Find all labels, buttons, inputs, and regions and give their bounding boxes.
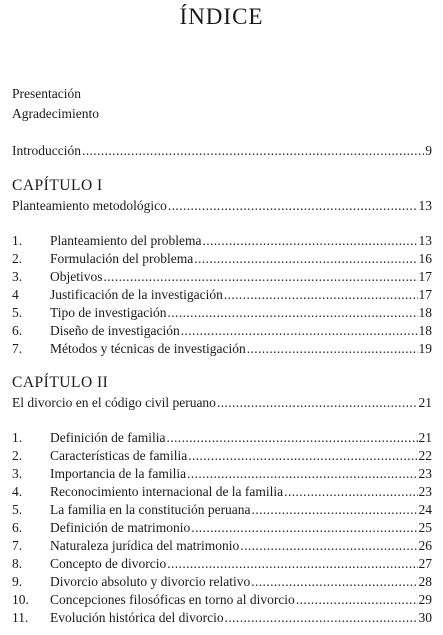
page-title: ÍNDICE xyxy=(179,4,264,29)
entry-number: 3. xyxy=(12,269,23,284)
entry-label: Tipo de investigación xyxy=(50,305,167,320)
entry-label: Definición de familia xyxy=(50,430,166,445)
toc-entry[interactable] xyxy=(12,573,432,591)
toc-entry[interactable] xyxy=(12,501,432,519)
entry-number: 4 xyxy=(12,287,19,302)
entry-label: Métodos y técnicas de investigación xyxy=(50,341,246,356)
front-item-presentacion: Presentación xyxy=(12,86,81,101)
dot-leader xyxy=(224,286,418,304)
toc-entry[interactable] xyxy=(12,286,432,304)
entry-number: 6. xyxy=(12,520,23,535)
toc-entry[interactable] xyxy=(12,555,432,573)
entry-label: Definición de matrimonio xyxy=(50,520,191,535)
toc-entry[interactable] xyxy=(12,268,432,286)
entry-label: Naturaleza jurídica del matrimonio xyxy=(50,538,240,553)
entry-label: Reconocimiento internacional de la familia xyxy=(50,484,284,499)
entry-label: Diseño de investigación xyxy=(50,323,180,338)
dot-leader xyxy=(202,232,417,250)
entry-label: Características de familia xyxy=(50,448,188,463)
entry-page-number: 9 xyxy=(425,143,432,158)
entry-number: 8. xyxy=(12,556,23,571)
entry-page-number: 19 xyxy=(418,341,432,356)
toc-entry[interactable] xyxy=(12,537,432,555)
chapter-2-title-entry[interactable] xyxy=(12,394,432,412)
entry-number: 11. xyxy=(12,610,29,625)
entry-number: 1. xyxy=(12,430,23,445)
entry-number: 10. xyxy=(12,592,29,607)
entry-number: 3. xyxy=(12,466,23,481)
entry-label: Formulación del problema xyxy=(50,251,194,266)
entry-page-number: 22 xyxy=(418,448,432,463)
toc-entry[interactable] xyxy=(12,483,432,501)
dot-leader xyxy=(166,429,417,447)
dot-leader xyxy=(240,537,417,555)
entry-number: 5. xyxy=(12,305,23,320)
toc-entry[interactable] xyxy=(12,322,432,340)
dot-leader xyxy=(252,501,418,519)
entry-number: 6. xyxy=(12,323,23,338)
entry-label: Planteamiento del problema xyxy=(50,233,202,248)
entry-page-number: 18 xyxy=(418,305,432,320)
chapter-1-heading: CAPÍTULO I xyxy=(12,177,103,194)
entry-number: 4. xyxy=(12,484,23,499)
entry-number: 1. xyxy=(12,233,23,248)
dot-leader xyxy=(284,483,417,501)
entry-page-number: 17 xyxy=(418,287,432,302)
entry-number: 7. xyxy=(12,538,23,553)
toc-entry[interactable] xyxy=(12,609,432,627)
entry-label: El divorcio en el código civil peruano xyxy=(12,395,216,410)
entry-label: Objetivos xyxy=(50,269,103,284)
dot-leader xyxy=(251,573,417,591)
entry-page-number: 25 xyxy=(418,520,432,535)
entry-label: Planteamiento metodológico xyxy=(12,198,167,213)
entry-page-number: 21 xyxy=(418,430,432,445)
toc-entry[interactable] xyxy=(12,304,432,322)
entry-number: 2. xyxy=(12,448,23,463)
entry-label: La familia en la constitución peruana xyxy=(50,502,251,517)
entry-label: Introducción xyxy=(12,143,81,158)
entry-page-number: 27 xyxy=(418,556,432,571)
toc-entry[interactable] xyxy=(12,429,432,447)
entry-page-number: 18 xyxy=(418,323,432,338)
dot-leader xyxy=(191,519,417,537)
entry-label: Importancia de la familia xyxy=(50,466,187,481)
entry-label: Concepciones filosóficas en torno al divorcio xyxy=(50,592,295,607)
entry-page-number: 28 xyxy=(418,574,432,589)
dot-leader xyxy=(104,268,418,286)
entry-number: 2. xyxy=(12,251,23,266)
entry-page-number: 13 xyxy=(418,233,432,248)
entry-page-number: 16 xyxy=(418,251,432,266)
dot-leader xyxy=(194,250,417,268)
chapter-2-heading: CAPÍTULO II xyxy=(12,374,109,391)
toc-entry[interactable] xyxy=(12,591,432,609)
entry-page-number: 23 xyxy=(418,466,432,481)
entry-page-number: 24 xyxy=(418,502,432,517)
entry-page-number: 17 xyxy=(418,269,432,284)
toc-entry[interactable] xyxy=(12,232,432,250)
dot-leader xyxy=(181,322,418,340)
entry-page-number: 23 xyxy=(418,484,432,499)
dot-leader xyxy=(225,609,418,627)
toc-entry[interactable] xyxy=(12,465,432,483)
entry-label: Divorcio absoluto y divorcio relativo xyxy=(50,574,251,589)
dot-leader xyxy=(217,394,418,412)
entry-label: Evolución histórica del divorcio xyxy=(50,610,224,625)
entry-label: Justificación de la investigación xyxy=(50,287,223,302)
dot-leader xyxy=(168,304,418,322)
entry-page-number: 21 xyxy=(418,395,432,410)
entry-page-number: 13 xyxy=(418,198,432,213)
entry-page-number: 30 xyxy=(418,610,432,625)
toc-entry[interactable] xyxy=(12,340,432,358)
dot-leader xyxy=(296,591,418,609)
entry-number: 9. xyxy=(12,574,23,589)
toc-entry-introduccion[interactable] xyxy=(12,142,432,160)
front-item-agradecimiento: Agradecimiento xyxy=(12,106,99,121)
dot-leader xyxy=(188,447,417,465)
chapter-1-title-entry[interactable] xyxy=(12,197,432,215)
entry-number: 7. xyxy=(12,341,23,356)
entry-label: Concepto de divorcio xyxy=(50,556,167,571)
dot-leader xyxy=(168,197,418,215)
dot-leader xyxy=(167,555,417,573)
entry-page-number: 29 xyxy=(418,592,432,607)
entry-page-number: 26 xyxy=(418,538,432,553)
dot-leader xyxy=(82,142,424,160)
entry-number: 5. xyxy=(12,502,23,517)
toc-entry[interactable] xyxy=(12,519,432,537)
dot-leader xyxy=(187,465,417,483)
toc-entry[interactable] xyxy=(12,250,432,268)
dot-leader xyxy=(247,340,418,358)
toc-entry[interactable] xyxy=(12,447,432,465)
